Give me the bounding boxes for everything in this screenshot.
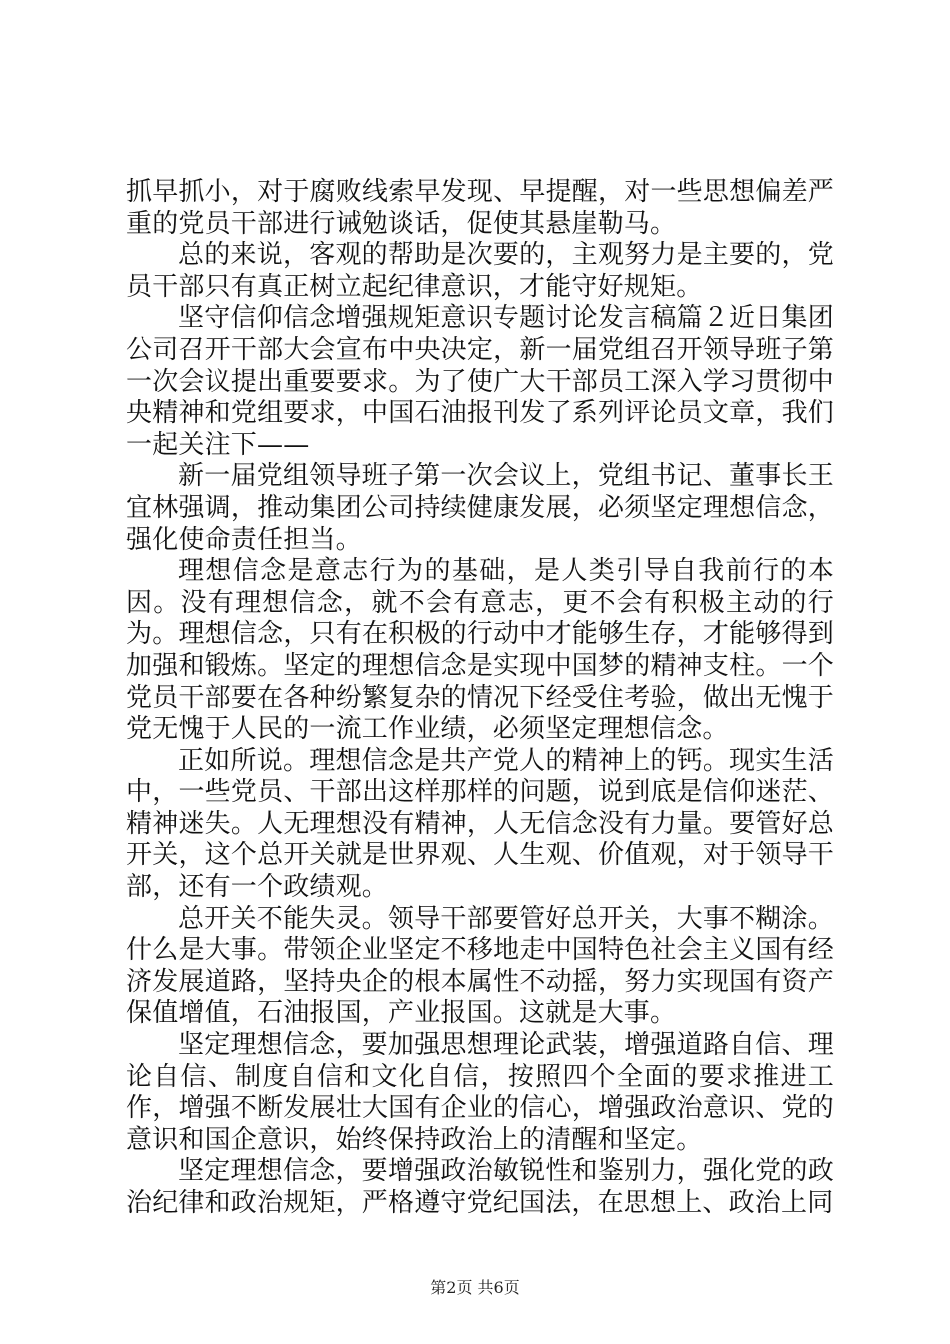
- paragraph: 理想信念是意志行为的基础，是人类引导自我前行的本因。没有理想信念，就不会有意志，更不会有积极主动的行为。理想信念，只有在积极的行动中才能够生存，才能够得到加强和锻炼。坚定的理想信念是实现中国梦的精神支柱。一个党员干部要在各种纷繁复杂的情况下经受住考验，做出无愧于党无愧于人民的一流工作业绩，必须坚定理想信念。: [126, 556, 834, 745]
- paragraph: 总的来说，客观的帮助是次要的，主观努力是主要的，党员干部只有真正树立起纪律意识，才能守好规矩。: [126, 240, 834, 302]
- paragraph: 新一届党组领导班子第一次会议上，党组书记、董事长王宜林强调，推动集团公司持续健康发展，必须坚定理想信念，强化使命责任担当。: [126, 461, 834, 555]
- paragraph: 坚定理想信念，要增强政治敏锐性和鉴别力，强化党的政治纪律和政治规矩，严格遵守党纪国法，在思想上、政治上同: [126, 1156, 834, 1218]
- paragraph: 坚守信仰信念增强规矩意识专题讨论发言稿篇２近日集团公司召开干部大会宣布中央决定，新一届党组召开领导班子第一次会议提出重要要求。为了使广大干部员工深入学习贯彻中央精神和党组要求，中国石油报刊发了系列评论员文章，我们一起关注下——: [126, 303, 834, 460]
- body-text: [126, 177, 834, 1220]
- paragraph: 正如所说。理想信念是共产党人的精神上的钙。现实生活中，一些党员、干部出这样那样的问题，说到底是信仰迷茫、精神迷失。人无理想没有精神，人无信念没有力量。要管好总开关，这个总开关就是世界观、人生观、价值观，对于领导干部，还有一个政绩观。: [126, 745, 834, 903]
- paragraph-continued: 抓早抓小，对于腐败线索早发现、早提醒，对一些思想偏差严重的党员干部进行诫勉谈话，促使其悬崖勒马。: [126, 177, 834, 239]
- paragraph: 坚定理想信念，要加强思想理论武装，增强道路自信、理论自信、制度自信和文化自信，按照四个全面的要求推进工作，增强不断发展壮大国有企业的信心，增强政治意识、党的意识和国企意识，始终保持政治上的清醒和坚定。: [126, 1030, 834, 1155]
- paragraph: 总开关不能失灵。领导干部要管好总开关，大事不糊涂。什么是大事。带领企业坚定不移地走中国特色社会主义国有经济发展道路，坚持央企的根本属性不动摇，努力实现国有资产保值增值，石油报国，产业报国。这就是大事。: [126, 903, 834, 1029]
- page-footer: 第2页 共6页: [430, 1278, 520, 1297]
